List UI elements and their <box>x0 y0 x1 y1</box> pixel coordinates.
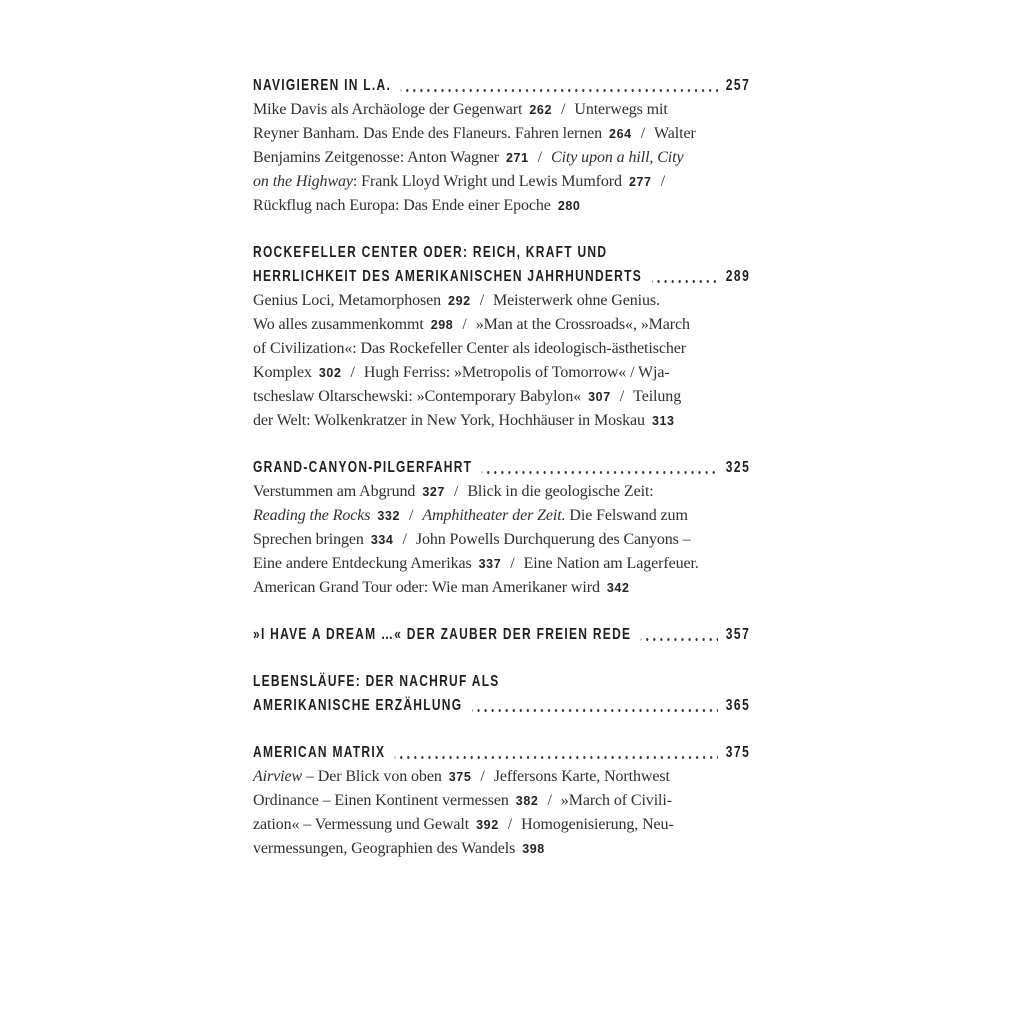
entry-text-italic: City upon a hill, City <box>551 149 684 166</box>
entry-page-number: 313 <box>651 414 675 428</box>
separator-slash: / <box>537 149 543 166</box>
separator-slash: / <box>409 507 414 524</box>
toc-section <box>253 241 753 433</box>
toc-entry-line <box>253 194 753 218</box>
section-heading-inner <box>253 670 749 694</box>
entry-text-italic: Airview <box>253 768 303 785</box>
entry-text: Unterwegs mit <box>574 101 668 118</box>
entry-text: Blick in die geologische Zeit: <box>467 483 654 500</box>
entry-text: Reyner Banham. Das Ende des Flaneurs. Fahren lernen <box>253 125 603 142</box>
section-heading-line <box>253 456 753 480</box>
toc-section <box>253 74 753 218</box>
section-heading-inner <box>253 265 749 289</box>
separator-slash: / <box>547 792 552 809</box>
entry-text: Ordinance – Einen Kontinent vermessen <box>253 792 509 809</box>
section-heading-inner <box>253 694 749 718</box>
toc-entry-line <box>253 122 753 146</box>
section-page-number: 365 <box>725 697 751 714</box>
section-page-number: 375 <box>725 744 751 761</box>
entry-text: Genius Loci, Metamorphosen <box>253 292 442 309</box>
entry-text: John Powells Durchquerung des Canyons – <box>415 531 691 548</box>
entry-page-number: 298 <box>430 318 454 332</box>
entry-text: – Der Blick von oben <box>302 768 442 785</box>
entry-text: Rückflug nach Europa: Das Ende einer Epoche <box>253 197 551 214</box>
entry-page-number: 375 <box>448 770 472 784</box>
toc-entry-line <box>253 837 753 861</box>
section-page-number: 325 <box>725 459 751 476</box>
toc-section <box>253 741 753 861</box>
entry-text: of Civilization«: Das Rockefeller Center als ideologisch-ästhetischer <box>253 340 686 357</box>
separator-slash: / <box>640 125 646 142</box>
entry-page-number: 332 <box>377 509 401 523</box>
toc-entry-line <box>253 289 753 313</box>
entry-text: : Frank Lloyd Wright und Lewis Mumford <box>352 173 622 190</box>
section-heading-inner <box>253 623 749 647</box>
section-heading-inner <box>253 456 749 480</box>
section-heading-line <box>253 265 753 289</box>
section-heading-line <box>253 670 753 694</box>
separator-slash: / <box>479 292 485 309</box>
dot-leader <box>652 265 718 289</box>
separator-slash: / <box>350 364 355 381</box>
separator-slash: / <box>462 316 467 333</box>
section-heading-inner <box>253 74 749 98</box>
separator-slash: / <box>510 555 515 572</box>
toc-entry-line <box>253 337 753 361</box>
table-of-contents <box>253 74 753 861</box>
section-page-number: 289 <box>725 268 751 285</box>
entry-page-number: 292 <box>448 294 471 308</box>
separator-slash: / <box>402 531 407 548</box>
entry-page-number: 342 <box>606 581 630 595</box>
toc-entry-line <box>253 385 753 409</box>
toc-entry-line <box>253 813 753 837</box>
toc-entry-line <box>253 528 753 552</box>
section-heading-line <box>253 694 753 718</box>
entry-page-number: 307 <box>588 390 611 404</box>
entry-text: Meisterwerk ohne Genius. <box>493 292 660 309</box>
entry-page-number: 334 <box>370 533 394 547</box>
dot-leader <box>472 694 718 718</box>
toc-entry-line <box>253 480 753 504</box>
entry-text: der Welt: Wolkenkratzer in New York, Hochhäuser in Moskau <box>253 412 645 429</box>
section-heading: GRAND-CANYON-PILGERFAHRT <box>253 459 473 476</box>
entry-text: Walter <box>654 125 696 142</box>
entry-text: Teilung <box>633 388 682 405</box>
separator-slash: / <box>561 101 566 118</box>
section-heading-inner <box>253 741 749 765</box>
separator-slash: / <box>480 768 485 785</box>
section-page-number: 357 <box>725 626 751 643</box>
section-heading: LEBENSLÄUFE: DER NACHRUF ALS <box>253 673 500 690</box>
section-heading-inner <box>253 241 749 265</box>
section-heading-line <box>253 741 753 765</box>
toc-section <box>253 456 753 600</box>
separator-slash: / <box>453 483 459 500</box>
entry-text: Eine Nation am Lagerfeuer. <box>523 555 699 572</box>
toc-entry-line <box>253 313 753 337</box>
entry-text: Sprechen bringen <box>253 531 364 548</box>
entry-page-number: 262 <box>529 103 552 117</box>
entry-text: vermessungen, Geographien des Wandels <box>253 840 516 857</box>
toc-entry-line <box>253 98 753 122</box>
entry-page-number: 337 <box>478 557 502 571</box>
entry-text: American Grand Tour oder: Wie man Amerikaner wird <box>253 579 600 596</box>
entry-text: »Man at the Crossroads«, »March <box>475 316 690 333</box>
toc-entry-line <box>253 361 753 385</box>
entry-text: Komplex <box>253 364 312 381</box>
entry-text-italic: on the Highway <box>253 173 353 190</box>
entry-text: Homogenisierung, Neu- <box>521 816 674 833</box>
section-heading: NAVIGIEREN IN L.A. <box>253 77 392 94</box>
entry-page-number: 398 <box>522 842 545 856</box>
section-heading: ROCKEFELLER CENTER ODER: REICH, KRAFT UND <box>253 244 608 261</box>
entry-page-number: 327 <box>422 485 445 499</box>
entry-text: Jeffersons Karte, Northwest <box>493 768 670 785</box>
toc-entry-line <box>253 552 753 576</box>
toc-entry-line <box>253 170 753 194</box>
toc-section <box>253 623 753 647</box>
dot-leader <box>401 74 718 98</box>
entry-text: Benjamins Zeitgenosse: Anton Wagner <box>253 149 499 166</box>
entry-text: Wo alles zusammenkommt <box>253 316 424 333</box>
entry-page-number: 382 <box>515 794 539 808</box>
entry-text: tscheslaw Oltarschewski: »Contemporary Babylon« <box>253 388 582 405</box>
entry-text: »March of Civili- <box>560 792 672 809</box>
section-heading: AMERICAN MATRIX <box>253 744 386 761</box>
separator-slash: / <box>507 816 513 833</box>
toc-entry-line <box>253 765 753 789</box>
entry-text: Mike Davis als Archäologe der Gegenwart <box>253 101 523 118</box>
entry-page-number: 280 <box>557 199 581 213</box>
section-heading-line <box>253 74 753 98</box>
separator-slash: / <box>660 173 665 190</box>
entry-text-italic: Amphitheater der Zeit. <box>422 507 566 524</box>
separator-slash: / <box>619 388 625 405</box>
entry-text: Die Felswand zum <box>565 507 688 524</box>
entry-text-italic: Reading the Rocks <box>253 507 371 524</box>
toc-entry-line <box>253 409 753 433</box>
toc-section <box>253 670 753 718</box>
toc-entry-line <box>253 789 753 813</box>
entry-text: Hugh Ferriss: »Metropolis of Tomorrow« / Wja- <box>363 364 670 381</box>
entry-text: Eine andere Entdeckung Amerikas <box>253 555 472 572</box>
dot-leader <box>395 741 718 765</box>
section-heading: AMERIKANISCHE ERZÄHLUNG <box>253 697 463 714</box>
entry-page-number: 264 <box>609 127 632 141</box>
toc-entry-line <box>253 146 753 170</box>
section-heading-line <box>253 241 753 265</box>
entry-text: zation« – Vermessung und Gewalt <box>253 816 470 833</box>
entry-text: Verstummen am Abgrund <box>253 483 416 500</box>
toc-entry-line <box>253 504 753 528</box>
entry-page-number: 277 <box>628 175 652 189</box>
toc-entry-line <box>253 576 753 600</box>
dot-leader <box>482 456 718 480</box>
entry-page-number: 392 <box>476 818 499 832</box>
entry-page-number: 302 <box>318 366 342 380</box>
entry-page-number: 271 <box>506 151 529 165</box>
section-heading: »I HAVE A DREAM …« DER ZAUBER DER FREIEN REDE <box>253 626 632 643</box>
section-heading-line <box>253 623 753 647</box>
section-page-number: 257 <box>725 77 751 94</box>
section-heading: HERRLICHKEIT DES AMERIKANISCHEN JAHRHUNDERTS <box>253 268 643 285</box>
dot-leader <box>641 623 718 647</box>
